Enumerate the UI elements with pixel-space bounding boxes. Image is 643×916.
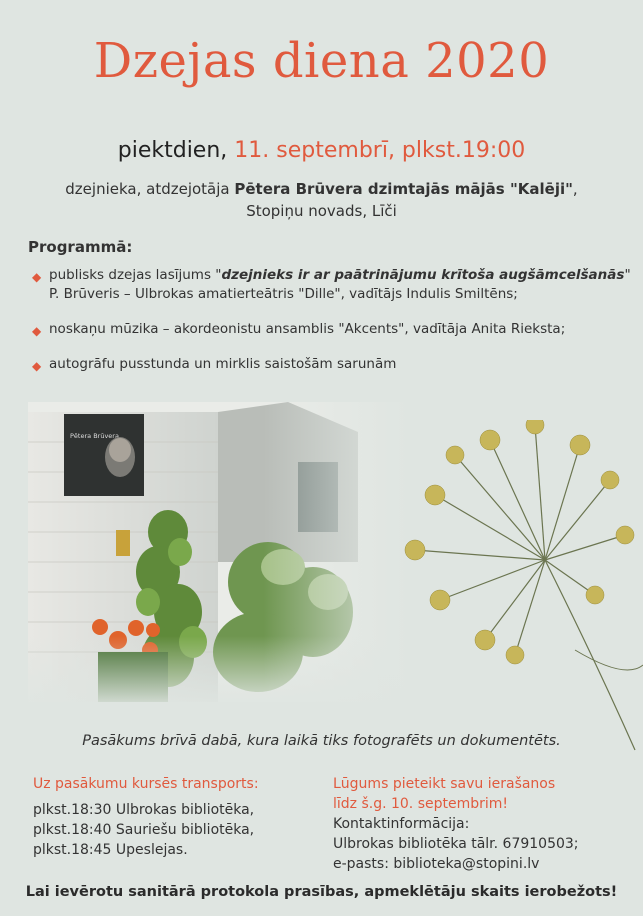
transport-title: Uz pasākumu kursēs transports: xyxy=(33,776,259,792)
event-venue xyxy=(0,178,643,222)
date-prefix: piektdien, xyxy=(117,138,228,163)
contact-title: Kontaktinformācija: xyxy=(333,816,470,832)
transport-info xyxy=(33,774,323,860)
program-item-line2: P. Brūveris – Ulbrokas amatierteātris "Dille", vadītājs Indulis Smiltēns; xyxy=(49,286,518,302)
dill-flower-illustration xyxy=(395,420,643,760)
register-line1: Lūgums pieteikt savu ierašanos xyxy=(333,776,556,792)
transport-stop: plkst.18:45 Upeslejas. xyxy=(33,842,188,858)
program-item-quote: dzejnieks ir ar paātrinājumu krītoša augšāmcelšanās xyxy=(221,267,625,283)
event-note: Pasākums brīvā dabā, kura laikā tiks fotografēts un dokumentēts. xyxy=(82,733,561,749)
contact-info xyxy=(333,774,633,874)
register-line2: līdz š.g. 10. septembrim! xyxy=(333,796,509,812)
program-item-text: noskaņu mūzika – akordeonistu ansamblis "Akcents", vadītāja Anita Rieksta; xyxy=(49,321,566,337)
program-item-post: " xyxy=(624,267,631,283)
program-item xyxy=(32,320,632,339)
contact-phone: Ulbrokas bibliotēka tālr. 67910503; xyxy=(333,836,579,852)
venue-bold: Pētera Brūvera dzimtajās mājās "Kalēji" xyxy=(234,180,573,198)
program-list xyxy=(32,266,632,390)
diamond-bullet-icon: ◆ xyxy=(32,359,42,373)
program-item-pre: publisks dzejas lasījums " xyxy=(49,267,222,283)
diamond-bullet-icon: ◆ xyxy=(32,324,42,338)
transport-stop: plkst.18:40 Sauriešu bibliotēka, xyxy=(33,822,255,838)
program-item xyxy=(32,266,632,304)
transport-stop: plkst.18:30 Ulbrokas bibliotēka, xyxy=(33,802,255,818)
event-date xyxy=(0,138,643,163)
program-item-text: autogrāfu pusstunda un mirklis saistošām sarunām xyxy=(49,356,397,372)
contact-email: e-pasts: biblioteka@stopini.lv xyxy=(333,856,540,872)
footer-notice: Lai ievērotu sanitārā protokola prasības, apmeklētāju skaits ierobežots! xyxy=(25,884,618,900)
diamond-bullet-icon: ◆ xyxy=(32,270,42,284)
date-highlight: 11. septembrī, plkst.19:00 xyxy=(234,138,526,163)
house-photo xyxy=(28,402,408,702)
poster-title: Dzejas diena 2020 xyxy=(93,33,550,89)
venue-line2: Stopiņu novads, Līči xyxy=(246,202,397,220)
venue-post: , xyxy=(572,180,578,198)
program-title: Programmā: xyxy=(28,238,133,256)
program-item xyxy=(32,355,632,374)
venue-pre: dzejnieka, atdzejotāja xyxy=(65,180,235,198)
